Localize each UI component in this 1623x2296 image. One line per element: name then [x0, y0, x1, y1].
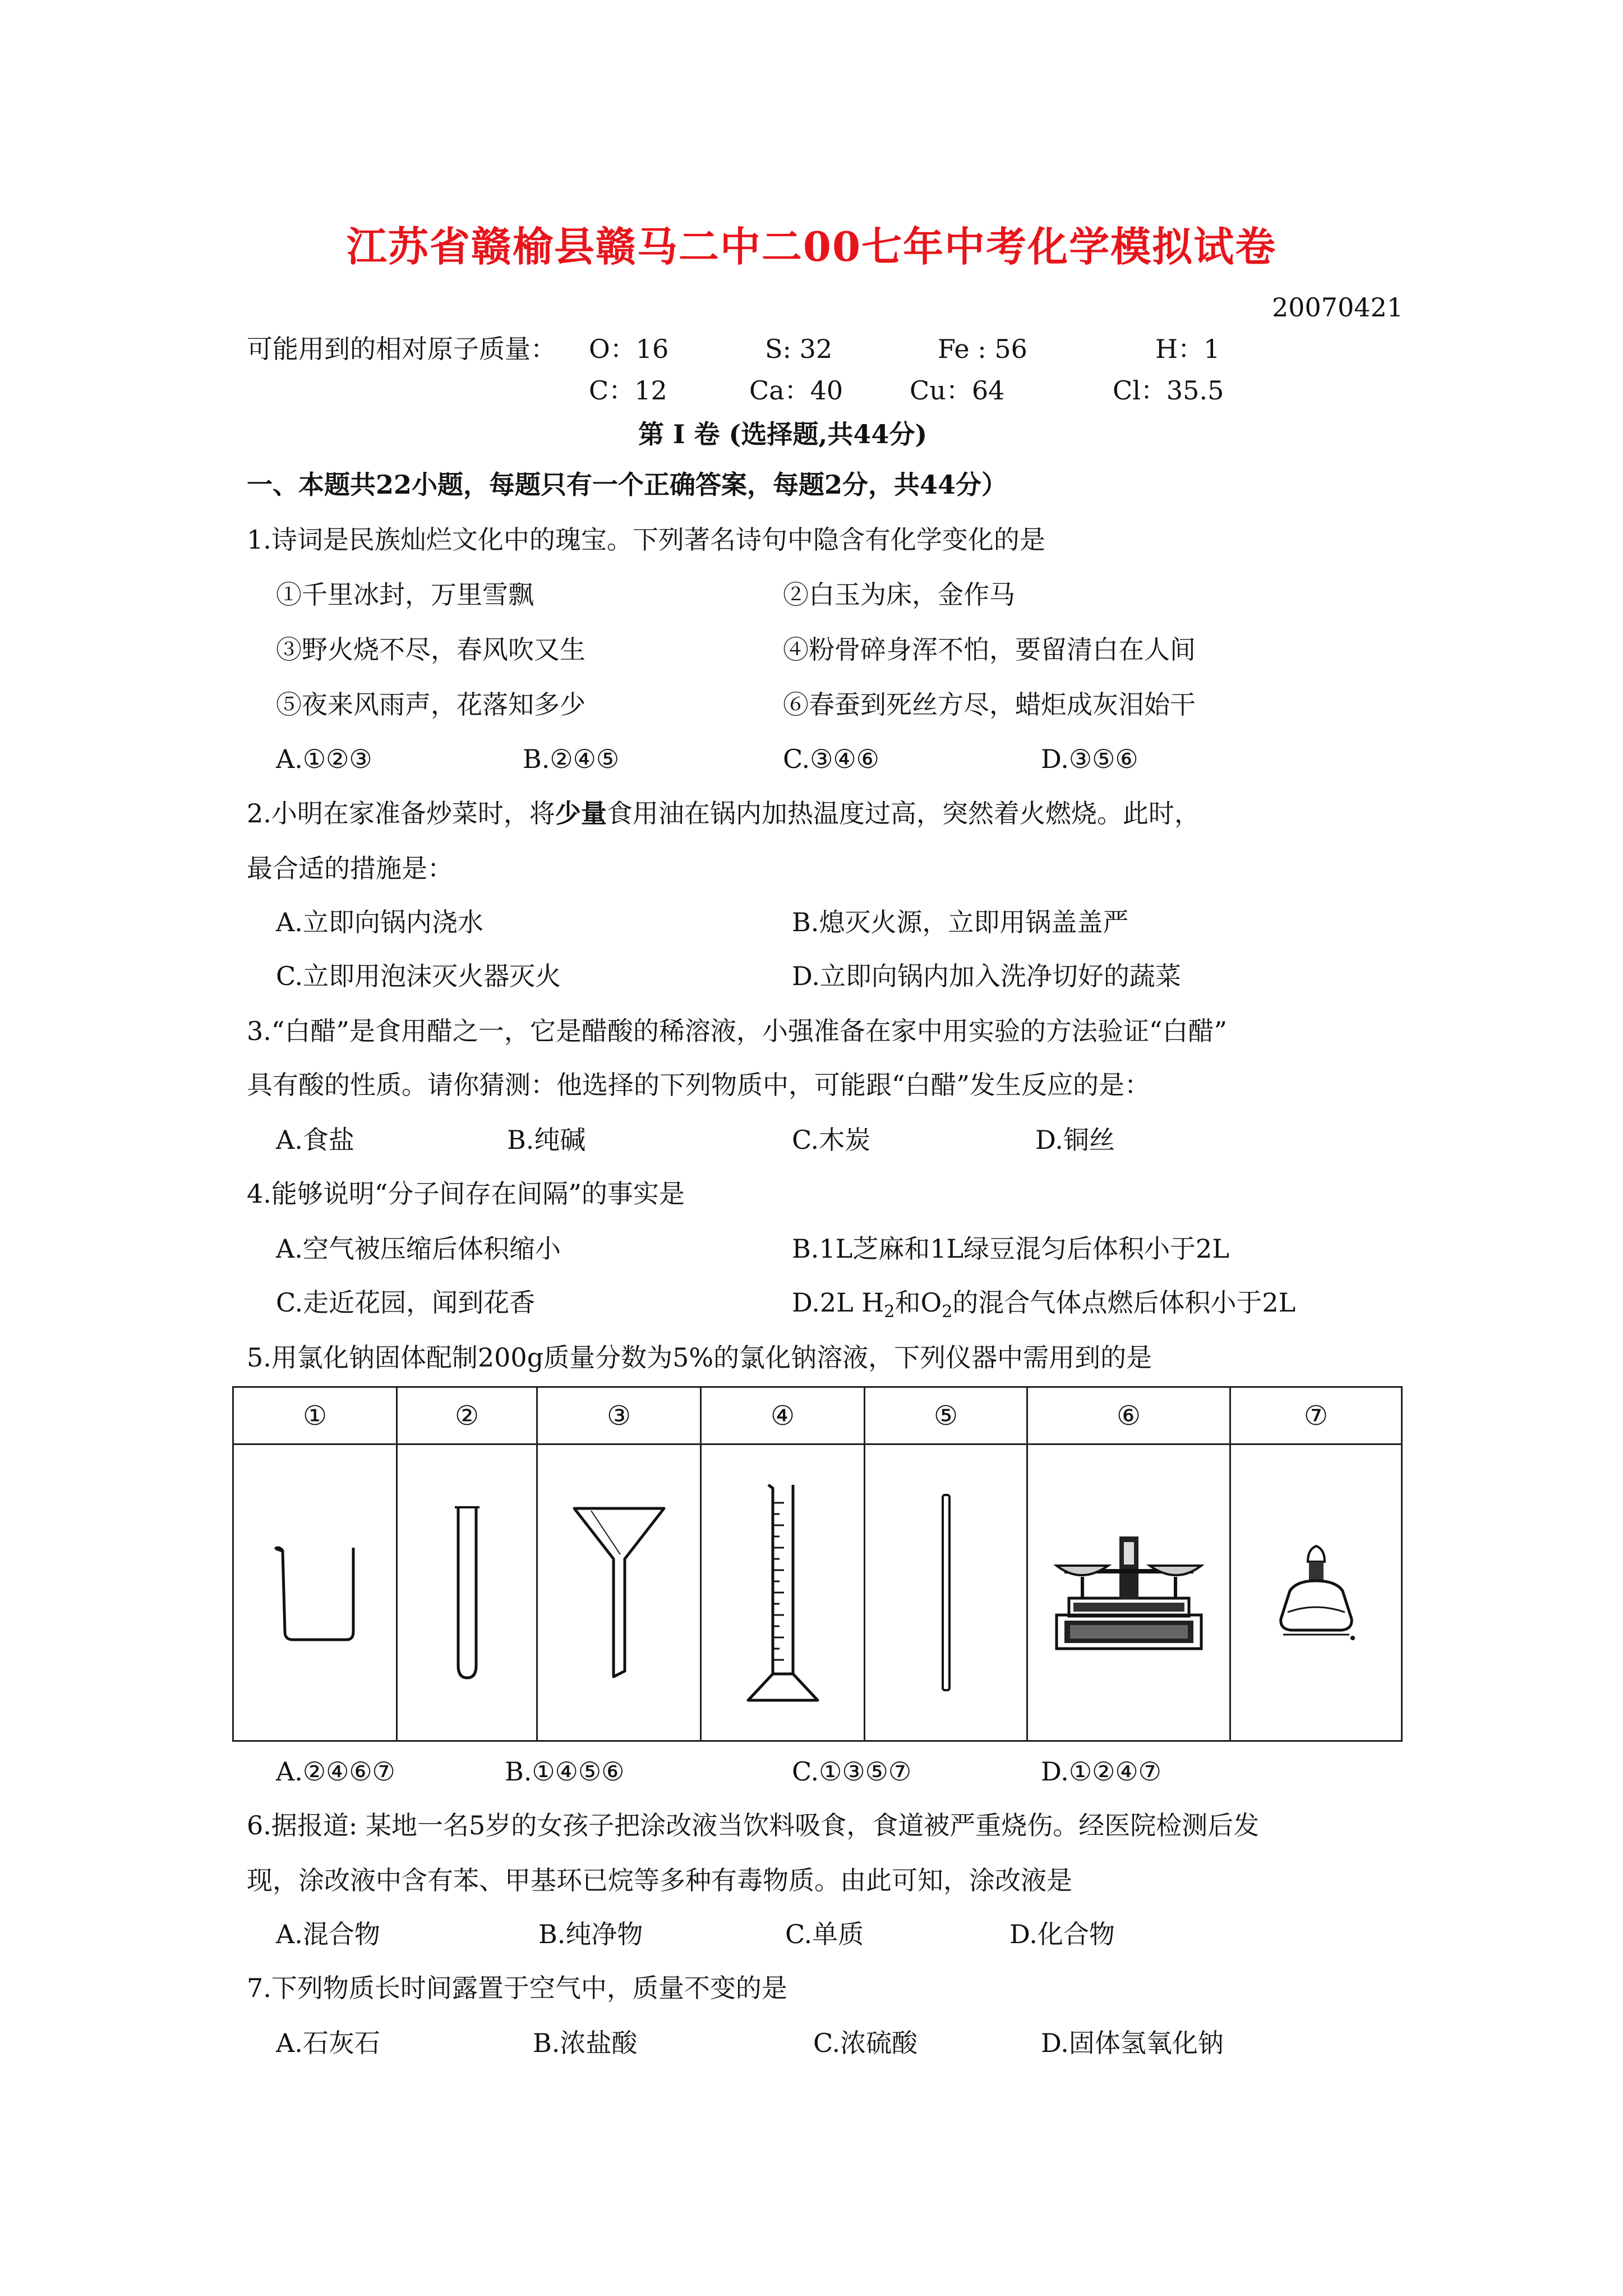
q4-d-part: 和O — [895, 1287, 942, 1318]
q1-item: ④粉骨碎身浑不怕，要留清白在人间 — [783, 634, 1196, 665]
instrument-label: ④ — [701, 1387, 865, 1444]
q6-option-b: B.纯净物 — [538, 1919, 643, 1949]
q3-option-a: A.食盐 — [276, 1125, 354, 1155]
mass-cl: Cl：35.5 — [1113, 375, 1224, 406]
q5-option-a: A.②④⑥⑦ — [276, 1756, 395, 1787]
q4-option-c: C.走近花园，闻到花香 — [276, 1287, 536, 1318]
q2-stem-emphasis: 少量 — [555, 798, 607, 829]
q4-d-part: D.2L H — [792, 1287, 884, 1318]
mass-h: H：1 — [1155, 334, 1220, 364]
instrument-label: ③ — [537, 1387, 701, 1444]
instrument-table — [232, 1386, 1403, 1742]
q7-option-b: B.浓盐酸 — [533, 2028, 638, 2058]
instrument-cell — [233, 1444, 397, 1741]
q2-option-d: D.立即向锅内加入洗净切好的蔬菜 — [792, 961, 1181, 991]
q6-option-d: D.化合物 — [1009, 1919, 1115, 1949]
q2-option-c: C.立即用泡沫灭火器灭火 — [276, 961, 561, 991]
q3-option-c: C.木炭 — [792, 1125, 871, 1155]
q6-option-a: A.混合物 — [276, 1919, 380, 1949]
glass-rod-icon — [935, 1492, 957, 1694]
q5-option-c: C.①③⑤⑦ — [792, 1756, 912, 1787]
q2-stem-part: 2.小明在家准备炒菜时，将 — [247, 798, 555, 829]
instrument-cell — [1230, 1444, 1402, 1741]
q6-stem-line1: 6.据报道: 某地一名5岁的女孩子把涂改液当饮料吸食，食道被严重烧伤。经医院检测后发 — [247, 1810, 1260, 1841]
q1-option-d: D.③⑤⑥ — [1041, 744, 1138, 774]
q2-stem-part: 食用油在锅内加热温度过高，突然着火燃烧。此时， — [606, 798, 1200, 829]
q1-item: ⑤夜来风雨声，花落知多少 — [276, 689, 585, 720]
q1-item: ②白玉为床，金作马 — [783, 579, 1015, 610]
q7-option-a: A.石灰石 — [276, 2028, 380, 2058]
test-tube-icon — [450, 1503, 484, 1682]
q5-option-d: D.①②④⑦ — [1041, 1756, 1161, 1787]
q2-stem — [247, 797, 1200, 830]
q1-item: ③野火烧不尽，春风吹又生 — [276, 634, 585, 665]
instrument-cell — [701, 1444, 865, 1741]
q7-stem: 7.下列物质长时间露置于空气中，质量不变的是 — [247, 1973, 787, 2003]
instrument-label: ⑦ — [1230, 1387, 1402, 1444]
graduated-cylinder-icon — [744, 1480, 822, 1705]
instrument-cell — [537, 1444, 701, 1741]
mass-c: C：12 — [589, 375, 667, 406]
q1-item: ①千里冰封，万里雪飘 — [276, 579, 534, 610]
q4-stem: 4.能够说明“分子间存在间隔”的事实是 — [247, 1179, 685, 1209]
mass-cu: Cu：64 — [910, 375, 1005, 406]
q2-option-a: A.立即向锅内浇水 — [276, 907, 483, 937]
instrument-cell — [865, 1444, 1027, 1741]
q7-option-d: D.固体氢氧化钠 — [1041, 2028, 1224, 2058]
mass-o: O：16 — [589, 334, 669, 364]
q3-option-d: D.铜丝 — [1035, 1125, 1115, 1155]
q1-option-a: A.①②③ — [276, 744, 372, 774]
q6-option-c: C.单质 — [785, 1919, 864, 1949]
q7-option-c: C.浓硫酸 — [813, 2028, 918, 2058]
section-title: 一、本题共22小题，每题只有一个正确答案，每题2分，共44分） — [247, 470, 1008, 500]
q2-option-b: B.熄灭火源，立即用锅盖盖严 — [792, 907, 1129, 937]
q1-item: ⑥春蚕到死丝方尽，蜡炬成灰泪始干 — [783, 689, 1196, 720]
q3-stem-line2: 具有酸的性质。请你猜测：他选择的下列物质中，可能跟“白醋”发生反应的是： — [247, 1070, 1151, 1100]
q4-option-d — [792, 1286, 1295, 1329]
instrument-label: ⑤ — [865, 1387, 1027, 1444]
mass-s: S: 32 — [765, 334, 833, 364]
mass-ca: Ca：40 — [749, 375, 843, 406]
beaker-icon — [270, 1536, 360, 1649]
funnel-icon — [569, 1503, 670, 1682]
alcohol-lamp-icon — [1269, 1539, 1364, 1646]
q1-option-c: C.③④⑥ — [783, 744, 879, 774]
q4-d-subscript: 2 — [884, 1302, 895, 1322]
instrument-cell — [397, 1444, 537, 1741]
instrument-label: ① — [233, 1387, 397, 1444]
q4-option-a: A.空气被压缩后体积缩小 — [276, 1234, 561, 1264]
instrument-cell — [1027, 1444, 1230, 1741]
volume-title: 第 I 卷 (选择题,共44分) — [638, 419, 928, 449]
atomic-masses-prefix: 可能用到的相对原子质量： — [247, 334, 556, 364]
q1-option-b: B.②④⑤ — [523, 744, 620, 774]
instrument-label: ② — [397, 1387, 537, 1444]
q4-option-b: B.1L芝麻和1L绿豆混匀后体积小于2L — [792, 1234, 1229, 1264]
balance-icon — [1053, 1531, 1205, 1654]
q4-d-subscript: 2 — [942, 1302, 953, 1322]
exam-title: 江苏省赣榆县赣马二中二00七年中考化学模拟试卷 — [346, 223, 1277, 270]
q5-option-b: B.①④⑤⑥ — [505, 1756, 625, 1787]
q2-stem-line2: 最合适的措施是： — [247, 853, 453, 884]
q1-stem: 1.诗词是民族灿烂文化中的瑰宝。下列著名诗句中隐含有化学变化的是 — [247, 524, 1045, 555]
q6-stem-line2: 现，涂改液中含有苯、甲基环已烷等多种有毒物质。由此可知，涂改液是 — [247, 1865, 1072, 1895]
instrument-label: ⑥ — [1027, 1387, 1230, 1444]
q3-option-b: B.纯碱 — [507, 1125, 586, 1155]
exam-date: 20070421 — [1272, 292, 1404, 323]
q5-stem: 5.用氯化钠固体配制200g质量分数为5%的氯化钠溶液，下列仪器中需用到的是 — [247, 1342, 1152, 1373]
q3-stem-line1: 3.“白醋”是食用醋之一，它是醋酸的稀溶液，小强准备在家中用实验的方法验证“白醋” — [247, 1016, 1227, 1046]
q4-d-part: 的混合气体点燃后体积小于2L — [952, 1287, 1296, 1318]
mass-fe: Fe : 56 — [938, 334, 1027, 364]
